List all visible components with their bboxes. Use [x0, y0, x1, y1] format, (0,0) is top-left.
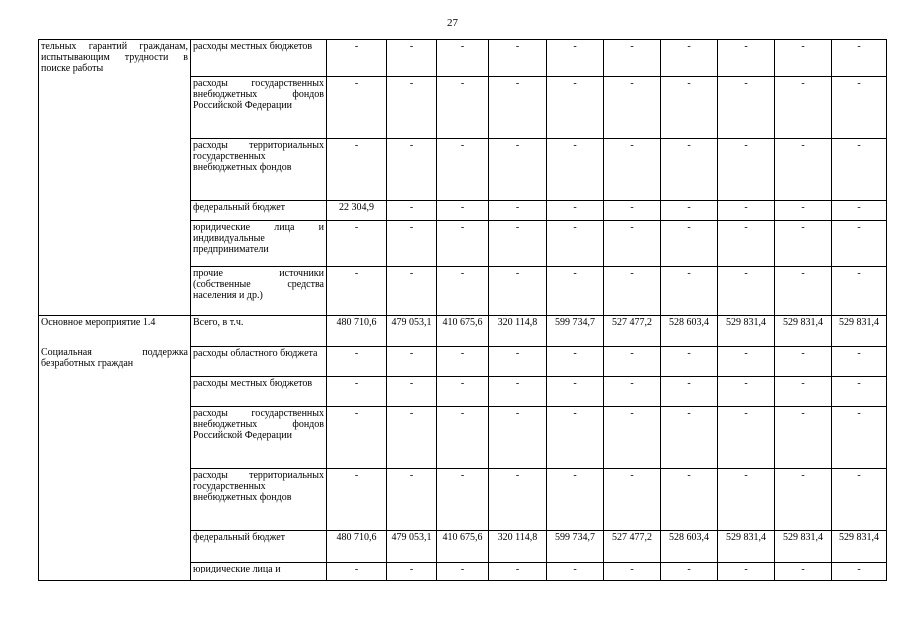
value-cell: -: [604, 346, 661, 376]
funding-source: расходы местных бюджетов: [191, 376, 327, 406]
event-cell-empty: [39, 562, 191, 580]
value-cell: -: [661, 346, 718, 376]
value-cell: 599 734,7: [547, 530, 604, 562]
value-cell: -: [661, 220, 718, 266]
value-cell: -: [547, 376, 604, 406]
value-cell: -: [661, 406, 718, 468]
event-cell-empty: [39, 76, 191, 138]
value-cell: -: [718, 220, 775, 266]
value-cell: -: [718, 562, 775, 580]
value-cell: -: [832, 468, 887, 530]
funding-source: расходы государственных внебюджетных фондов Российской Федерации: [191, 406, 327, 468]
value-cell: -: [547, 200, 604, 220]
value-cell: -: [437, 200, 489, 220]
value-cell: -: [437, 406, 489, 468]
table-row: [39, 562, 887, 580]
value-cell: -: [489, 266, 547, 315]
value-cell: -: [604, 376, 661, 406]
value-cell: -: [489, 406, 547, 468]
value-cell: -: [832, 200, 887, 220]
value-cell: -: [327, 76, 387, 138]
value-cell: -: [437, 376, 489, 406]
value-cell: -: [661, 376, 718, 406]
value-cell: -: [387, 220, 437, 266]
table-row: [39, 315, 887, 346]
value-cell: -: [604, 406, 661, 468]
value-cell: -: [387, 138, 437, 200]
value-cell: -: [437, 562, 489, 580]
value-cell: -: [489, 376, 547, 406]
value-cell: -: [387, 346, 437, 376]
value-cell: -: [832, 138, 887, 200]
funding-source: юридические лица и: [191, 562, 327, 580]
value-cell: -: [437, 220, 489, 266]
value-cell: -: [387, 76, 437, 138]
value-cell: -: [437, 76, 489, 138]
value-cell: -: [387, 40, 437, 77]
value-cell: -: [718, 40, 775, 77]
value-cell: -: [718, 346, 775, 376]
value-cell: -: [661, 562, 718, 580]
value-cell: -: [832, 220, 887, 266]
table-row: [39, 40, 887, 77]
value-cell: -: [387, 562, 437, 580]
value-cell: -: [661, 40, 718, 77]
value-cell: -: [489, 562, 547, 580]
event-cell-empty: [39, 376, 191, 406]
value-cell: -: [437, 346, 489, 376]
page-number: 27: [447, 17, 458, 29]
value-cell: -: [604, 40, 661, 77]
value-cell: 529 831,4: [718, 530, 775, 562]
funding-source: федеральный бюджет: [191, 530, 327, 562]
table-row: [39, 530, 887, 562]
value-cell: -: [604, 76, 661, 138]
value-cell: 529 831,4: [775, 315, 832, 346]
value-cell: -: [327, 40, 387, 77]
value-cell: -: [832, 562, 887, 580]
value-cell: -: [604, 200, 661, 220]
value-cell: -: [547, 346, 604, 376]
value-cell: -: [661, 76, 718, 138]
value-cell: -: [604, 266, 661, 315]
value-cell: 527 477,2: [604, 530, 661, 562]
funding-source: расходы областного бюджета: [191, 346, 327, 376]
funding-source: расходы территориальных государственных внебюджетных фондов: [191, 138, 327, 200]
value-cell: -: [775, 562, 832, 580]
value-cell: -: [327, 138, 387, 200]
value-cell: -: [832, 346, 887, 376]
value-cell: 479 053,1: [387, 530, 437, 562]
funding-source: расходы территориальных государственных внебюджетных фондов: [191, 468, 327, 530]
value-cell: -: [718, 76, 775, 138]
value-cell: 320 114,8: [489, 315, 547, 346]
value-cell: -: [327, 406, 387, 468]
funding-source: юридические лица и индивидуальные предприниматели: [191, 220, 327, 266]
value-cell: -: [604, 468, 661, 530]
value-cell: -: [387, 468, 437, 530]
value-cell: -: [489, 40, 547, 77]
value-cell: -: [832, 40, 887, 77]
table-row: [39, 376, 887, 406]
value-cell: -: [547, 40, 604, 77]
event-cell-continued: [39, 40, 191, 77]
value-cell: -: [661, 200, 718, 220]
value-cell: 320 114,8: [489, 530, 547, 562]
value-cell: -: [718, 376, 775, 406]
value-cell: -: [718, 468, 775, 530]
value-cell: 529 831,4: [718, 315, 775, 346]
event-cell-main: [39, 315, 191, 346]
value-cell: -: [437, 40, 489, 77]
table-row: [39, 220, 887, 266]
value-cell: 529 831,4: [775, 530, 832, 562]
value-cell: 410 675,6: [437, 315, 489, 346]
value-cell: -: [832, 406, 887, 468]
value-cell: -: [661, 266, 718, 315]
value-cell: -: [775, 406, 832, 468]
table-row: [39, 266, 887, 315]
value-cell: -: [437, 468, 489, 530]
value-cell: -: [489, 200, 547, 220]
funding-source: расходы местных бюджетов: [191, 40, 327, 77]
value-cell: -: [832, 76, 887, 138]
value-cell: 529 831,4: [832, 315, 887, 346]
funding-source: прочие источники (собственные средства населения и др.): [191, 266, 327, 315]
value-cell: -: [718, 266, 775, 315]
value-cell: -: [327, 562, 387, 580]
value-cell: -: [832, 376, 887, 406]
value-cell: -: [775, 266, 832, 315]
value-cell: 529 831,4: [832, 530, 887, 562]
table-row: [39, 76, 887, 138]
event-cell-empty: [39, 200, 191, 220]
event-cell-empty: [39, 266, 191, 315]
value-cell: -: [327, 266, 387, 315]
value-cell: -: [604, 220, 661, 266]
value-cell: -: [718, 200, 775, 220]
event-cell-empty: [39, 220, 191, 266]
value-cell: 410 675,6: [437, 530, 489, 562]
value-cell: -: [489, 220, 547, 266]
value-cell: -: [661, 468, 718, 530]
event-cell-empty: [39, 138, 191, 200]
table-row: [39, 200, 887, 220]
value-cell: -: [489, 468, 547, 530]
event-title: Социальная поддержка безработных граждан: [41, 347, 188, 369]
value-cell: -: [604, 138, 661, 200]
value-cell: -: [437, 138, 489, 200]
value-cell: -: [327, 220, 387, 266]
value-cell: -: [547, 266, 604, 315]
value-cell: -: [547, 76, 604, 138]
value-cell: -: [387, 376, 437, 406]
value-cell: -: [775, 220, 832, 266]
value-cell: -: [387, 406, 437, 468]
value-cell: -: [832, 266, 887, 315]
value-cell: -: [718, 138, 775, 200]
event-cell-empty: [39, 530, 191, 562]
value-cell: -: [489, 138, 547, 200]
value-cell: -: [327, 468, 387, 530]
value-cell: -: [775, 376, 832, 406]
table-row: [39, 468, 887, 530]
event-cell-main-title: [39, 346, 191, 376]
value-cell: -: [489, 76, 547, 138]
value-cell: -: [489, 346, 547, 376]
funding-source: расходы государственных внебюджетных фондов Российской Федерации: [191, 76, 327, 138]
value-cell: -: [775, 76, 832, 138]
value-cell: -: [547, 468, 604, 530]
value-cell: 528 603,4: [661, 530, 718, 562]
budget-table: [38, 39, 887, 581]
value-cell: 22 304,9: [327, 200, 387, 220]
value-cell: -: [775, 468, 832, 530]
event-cell-empty: [39, 468, 191, 530]
value-cell: -: [387, 200, 437, 220]
event-text: тельных гарантий гражданам, испытывающим трудности в поиске работы: [41, 41, 188, 74]
value-cell: -: [547, 138, 604, 200]
event-code: Основное мероприятие 1.4: [41, 316, 156, 328]
funding-source: федеральный бюджет: [191, 200, 327, 220]
value-cell: -: [387, 266, 437, 315]
value-cell: 599 734,7: [547, 315, 604, 346]
value-cell: -: [327, 346, 387, 376]
value-cell: -: [661, 138, 718, 200]
value-cell: 527 477,2: [604, 315, 661, 346]
value-cell: -: [604, 562, 661, 580]
value-cell: -: [437, 266, 489, 315]
value-cell: -: [547, 220, 604, 266]
value-cell: -: [775, 138, 832, 200]
value-cell: 480 710,6: [327, 315, 387, 346]
value-cell: 528 603,4: [661, 315, 718, 346]
table-row: [39, 346, 887, 376]
value-cell: -: [547, 406, 604, 468]
value-cell: -: [775, 346, 832, 376]
value-cell: 479 053,1: [387, 315, 437, 346]
table-row: [39, 406, 887, 468]
table-row: [39, 138, 887, 200]
value-cell: -: [327, 376, 387, 406]
event-cell-empty: [39, 406, 191, 468]
value-cell: 480 710,6: [327, 530, 387, 562]
value-cell: -: [718, 406, 775, 468]
value-cell: -: [547, 562, 604, 580]
value-cell: -: [775, 40, 832, 77]
funding-source: Всего, в т.ч.: [191, 315, 327, 346]
value-cell: -: [775, 200, 832, 220]
